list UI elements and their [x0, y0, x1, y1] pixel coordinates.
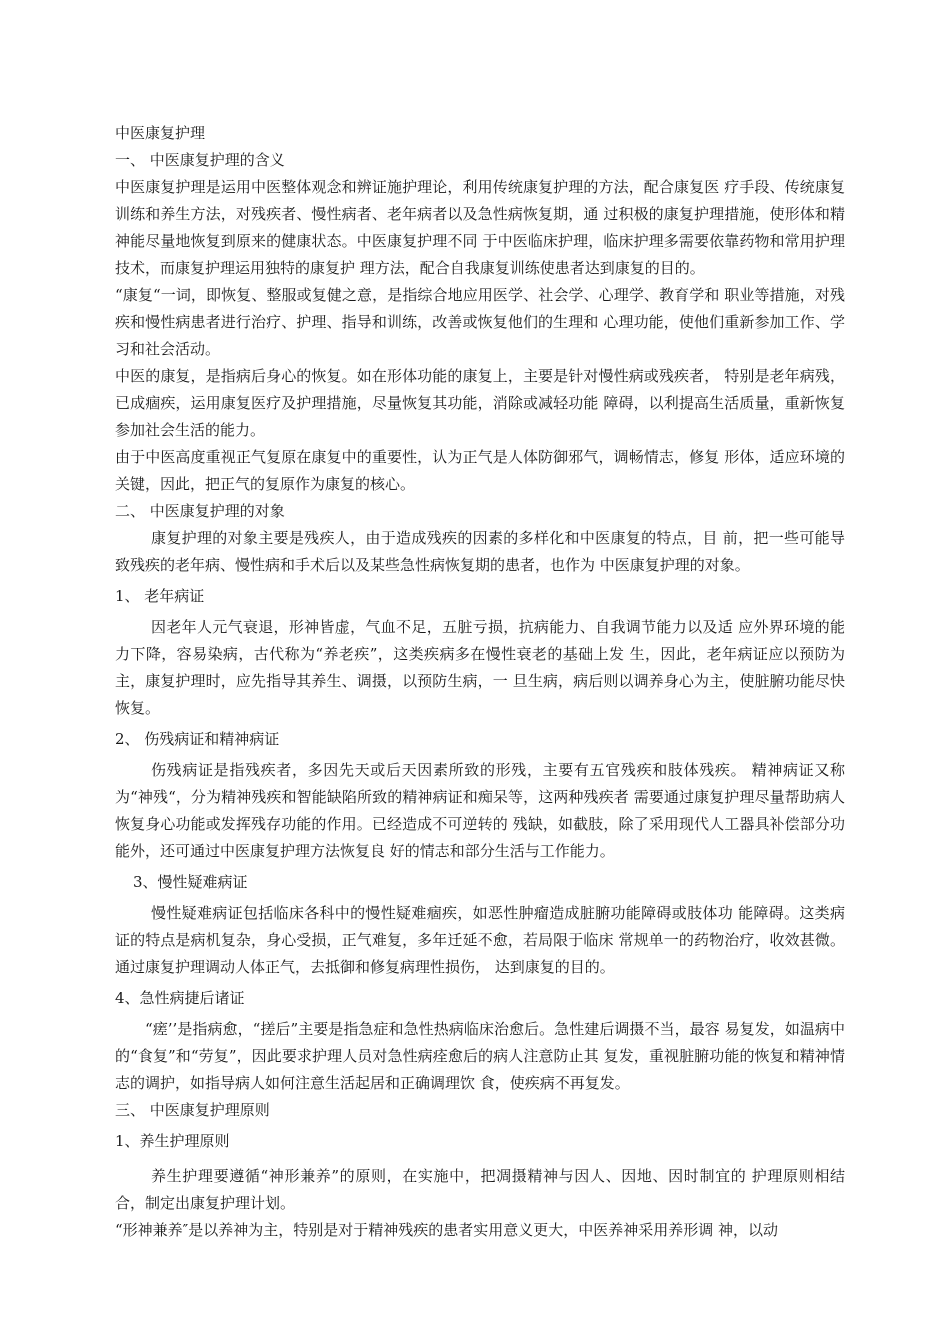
item-2-4-heading: 4、急性病捷后诸证 — [115, 989, 245, 1007]
item-2-1-text: 因老年人元气衰退，形神皆虚，气血不足，五脏亏损，抗病能力、自我调节能力以及适 应外界环境的能力下降，容易染病，古代称为“养老疾”，这类疾病多在慢性衰老的基础上发 生，因此，老年病证应以预防为主，康复护理时，应先指导其养生、调摄，以预防生病，一 旦生病，病后则以调养身心为主，使脏腑功能尽快恢复。 — [115, 618, 845, 717]
item-2-2-text: 伤残病证是指残疾者，多因先天或后天因素所致的形残，主要有五官残疾和肢体残疾。 精神病证又称为“神残“，分为精神残疾和智能缺陷所致的精神病证和痴呆等，这两种残疾者 需要通过康复护理尽量帮助病人恢复身心功能或发挥残存功能的作用。已经造成不可逆转的 残缺，如截肢，除了采用现代人工器具补偿部分功能外，还可通过中医康复护理方法恢复良 好的情志和部分生活与工作能力。 — [115, 761, 845, 860]
item-2-3-text: 慢性疑难病证包括临床各科中的慢性疑难痼疾，如恶性肿瘤造成脏腑功能障碍或肢体功 能障碍。这类病证的特点是病机复杂，身心受损，正气难复，多年迁延不愈，若局限于临床 常规单一的药物治疗，收效甚微。通过康复护理调动人体正气，去抵御和修复病理性损伤， 达到康复的目的。 — [115, 904, 845, 976]
section-1-heading: 一、 中医康复护理的含义 — [115, 151, 285, 169]
section-2-heading: 二、 中医康复护理的对象 — [115, 502, 285, 520]
item-2-3-heading: 3、慢性疑难病证 — [133, 873, 248, 891]
document-title: 中医康复护理 — [115, 124, 206, 142]
section-2-intro: 康复护理的对象主要是残疾人，由于造成残疾的因素的多样化和中医康复的特点，目 前，把一些可能导致残疾的老年病、慢性病和手术后以及某些急性病恢复期的患者，也作为 中医康复护理的对象。 — [115, 529, 845, 574]
section-1-paragraph-4: 由于中医高度重视正气复原在康复中的重要性，认为正气是人体防御邪气，调畅情志，修复 形体，适应环境的关键，因此，把正气的复原作为康复的核心。 — [115, 448, 845, 493]
document-page — [115, 120, 845, 1244]
section-3-heading: 三、 中医康复护理原则 — [115, 1101, 270, 1119]
section-1-paragraph-3: 中医的康复，是指病后身心的恢复。如在形体功能的康复上，主要是针对慢性病或残疾者， 特别是老年病残，已成痼疾，运用康复医疗及护理措施，尽量恢复其功能，消除或减轻功能 障碍，以利提高生活质量，重新恢复参加社会生活的能力。 — [115, 367, 845, 439]
item-3-1-text-2: “形神兼养″是以养神为主，特别是对于精神残疾的患者实用意义更大，中医养神采用养形调 神，以动 — [115, 1221, 779, 1239]
item-2-1-heading: 1、 老年病证 — [115, 587, 205, 605]
section-1-paragraph-1: 中医康复护理是运用中医整体观念和辨证施护理论，利用传统康复护理的方法，配合康复医 疗手段、传统康复训练和养生方法，对残疾者、慢性病者、老年病者以及急性病恢复期，通 过积极的康复护理措施，使形体和精神能尽量地恢复到原来的健康状态。中医康复护理不同 于中医临床护理，临床护理多需要依靠药物和常用护理技术，而康复护理运用独特的康复护 理方法，配合自我康复训练使患者达到康复的目的。 — [115, 178, 845, 277]
section-1-paragraph-2: “康复“一词，即恢复、整服或复健之意，是指综合地应用医学、社会学、心理学、教育学和 职业等措施，对残疾和慢性病患者进行治疗、护理、指导和训练，改善或恢复他们的生理和 心理功能，使他们重新参加工作、学习和社会活动。 — [115, 286, 845, 358]
item-3-1-heading: 1、养生护理原则 — [115, 1132, 230, 1150]
item-2-4-text: “瘥’’是指病愈，“搓后”主要是指急症和急性热病临床治愈后。急性建后调摄不当，最容 易复发，如温病中的“食复”和“劳复”，因此要求护理人员对急性病痊愈后的病人注意防止其 复发，重视脏腑功能的恢复和精神情志的调护，如指导病人如何注意生活起居和正确调理饮 食，使疾病不再复发。 — [115, 1020, 845, 1092]
item-2-2-heading: 2、 伤残病证和精神病证 — [115, 730, 280, 748]
item-3-1-text: 养生护理要遵循“神形兼养”的原则，在实施中，把凋摄精神与因人、因地、因时制宜的 护理原则相结合，制定出康复护理计划。 — [115, 1167, 845, 1212]
